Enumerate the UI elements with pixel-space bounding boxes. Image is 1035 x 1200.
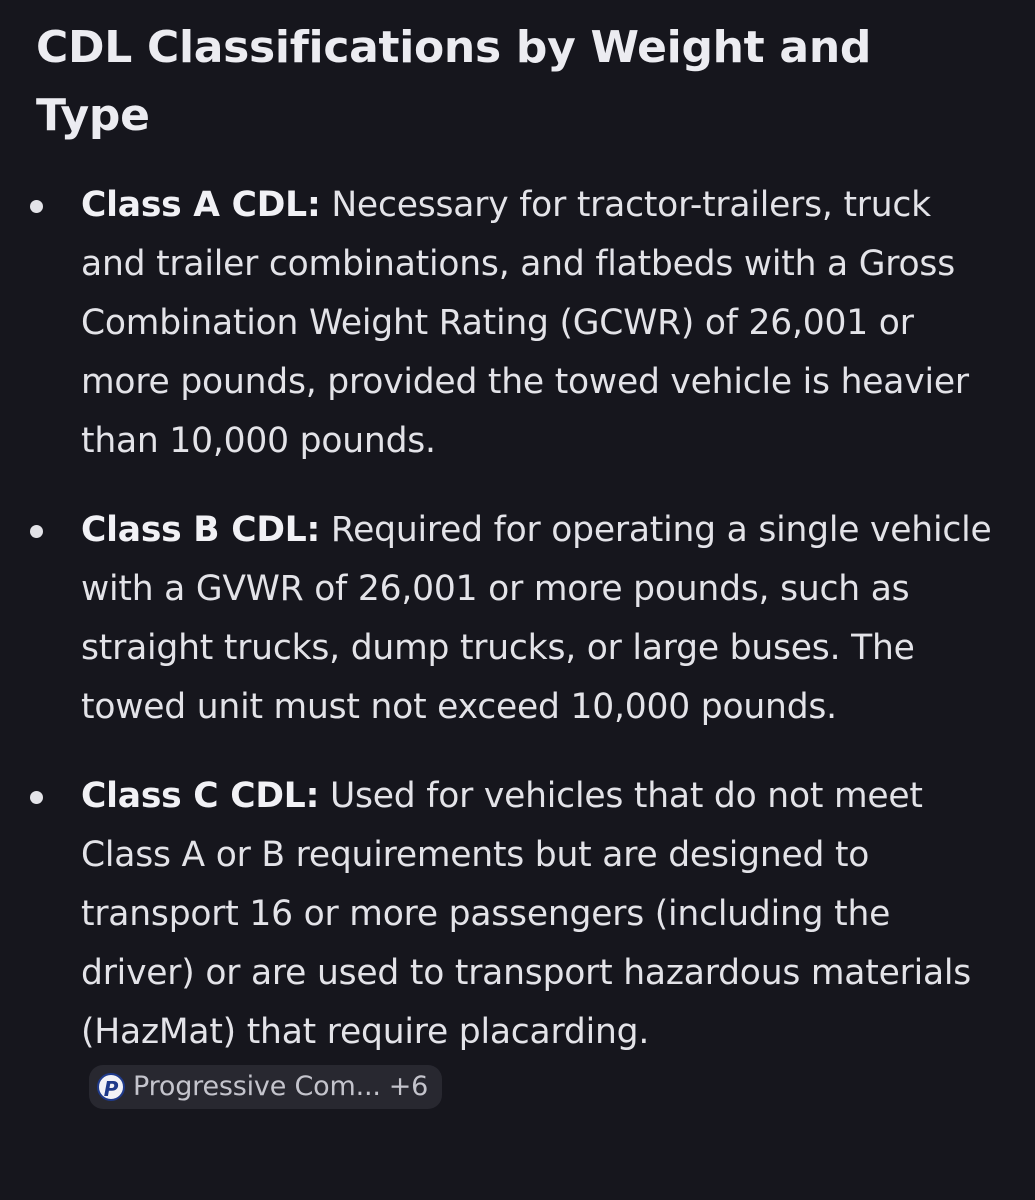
source-citation-chip[interactable] bbox=[89, 1065, 442, 1109]
section-heading: CDL Classifications by Weight and Type bbox=[36, 22, 872, 141]
source-chip-more-count: +6 bbox=[388, 1071, 429, 1102]
class-b-description: Required for operating a single vehicle with a GVWR of 26,001 or more pounds, such as straight trucks, dump trucks, or large buses. The towed unit must not exceed 10,000 pounds. bbox=[81, 510, 992, 727]
list-item-class-b bbox=[0, 501, 1035, 737]
class-c-term: Class C CDL: bbox=[81, 776, 320, 816]
class-a-description: Necessary for tractor-trailers, truck and trailer combinations, and flatbeds with a Gross Combination Weight Rating (GCWR) of 26,001 or more pounds, provided the towed vehicle is heavier than 10,000 pounds. bbox=[81, 185, 969, 461]
source-chip-label: Progressive Com... bbox=[133, 1071, 381, 1102]
bullet-dot-icon bbox=[30, 200, 43, 213]
list-item-class-a bbox=[0, 176, 1035, 471]
bullet-dot-icon bbox=[30, 791, 43, 804]
list-item-class-c bbox=[0, 767, 1035, 1121]
class-b-term: Class B CDL: bbox=[81, 510, 321, 550]
cdl-class-list bbox=[0, 176, 1035, 1121]
class-c-description: Used for vehicles that do not meet Class A or B requirements but are designed to transport 16 or more passengers (including the driver) or are used to transport hazardous materials (HazMat) that require placarding. bbox=[81, 776, 972, 1052]
class-a-term: Class A CDL: bbox=[81, 185, 321, 225]
progressive-logo-icon: P bbox=[97, 1073, 125, 1101]
bullet-dot-icon bbox=[30, 525, 43, 538]
